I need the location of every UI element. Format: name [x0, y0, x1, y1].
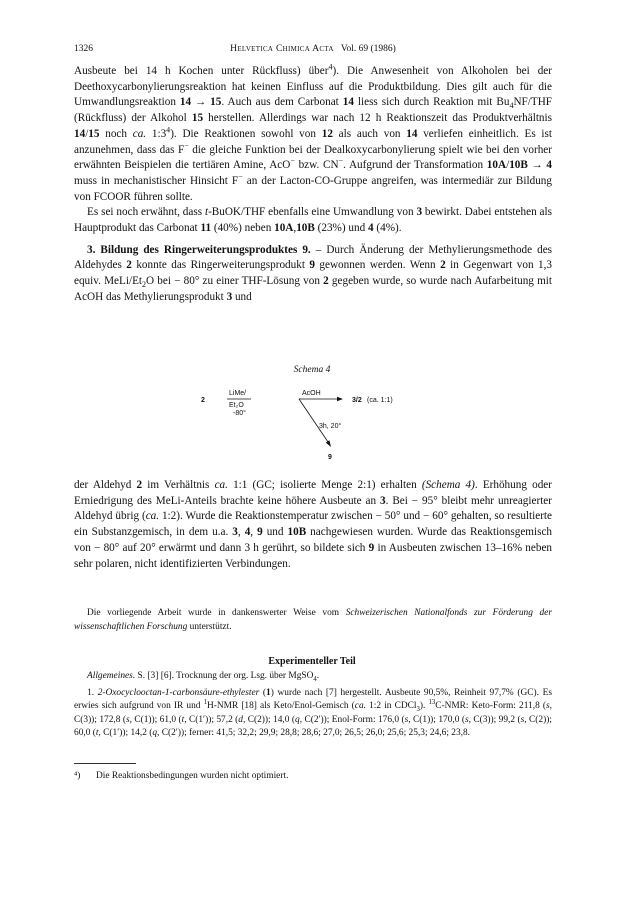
- paragraph-3: 3. Bildung des Ringerweiterungsproduktes 9. – Durch Änderung der Methylierungsmethode des Aldehydes 2 konnte das Ringerweiterungsprodukt 9 gewonnen werden. Wenn 2 in Gegenwart von 1,3 equiv. MeLi/$Et_2O$ bei − 80° zu einer THF-Lösung von 2 gegeben wurde, so wurde nach Aufarbeitung mit AcOH das Methylierungsprodukt 3 und: [74, 243, 553, 303]
- experimental-text: [74, 670, 552, 741]
- journal-volume: Vol. 69 (1986): [340, 44, 396, 54]
- acknowledgement: [74, 607, 552, 634]
- scheme-diagonal-arrowhead: [326, 440, 331, 447]
- body-text-bottom: [74, 478, 552, 572]
- paragraph-4: der Aldehyd 2 im Verhältnis ca. 1:1 (GC; isolierte Menge 2:1) erhalten (Schema 4). Erhöhung oder Erniedrigung des MeLi-Anteils brachte keine höhere Ausbeute an 3. Bei − 95° bleibt mehr unreagierter Aldehyd übrig (ca. 1:2). Wurde die Reaktionstemperatur zwischen − 50° und − 60° gehalten, so resultierte ein Substanzgemisch, in dem u.a. 3, 4, 9 und 10B nachgewiesen wurden. Wurde das Reaktionsgemisch von − 80° auf 20° erwärmt und dann 3 h gerührt, so bildete sich 9 in Ausbeuten zwischen 13–16% neben sehr polaren, nicht identifizierten Verbindungen.: [74, 479, 553, 570]
- journal-name: Helvetica Chimica Acta: [230, 44, 334, 54]
- ack-pre: Die vorliegende Arbeit wurde in dankenswerter Weise vom: [87, 608, 346, 618]
- running-header: [74, 44, 552, 58]
- paragraph-2: Es sei noch erwähnt, dass t-BuOK/THF ebenfalls eine Umwandlung von 3 bewirkt. Dabei entstehen als Hauptprodukt das Carbonat 11 (40%) neben 10A,10B (23%) und 4 (4%).: [74, 206, 552, 235]
- footnote-text: Die Reaktionsbedingungen wurden nicht optimiert.: [96, 771, 289, 781]
- scheme-diagonal-label: 3h, 20°: [319, 423, 342, 430]
- section-title: Experimenteller Teil: [268, 656, 356, 667]
- scheme-solvent: Et₂O: [229, 402, 244, 409]
- ack-fund: Schweizerischen Nationalfonds zur Förderung der wissenschaftlichen Forschung: [74, 608, 552, 632]
- footnote-mark: ⁴): [74, 771, 81, 781]
- scheme-temperature: -80°: [233, 410, 246, 417]
- ack-post: unterstützt.: [187, 621, 232, 632]
- experimental-compound-1: 1. 2-Oxocyclooctan-1-carbonsäure-ethylester (1) wurde nach [7] hergestellt. Ausbeute 90,5%, Reinheit 97,7% (GC). Es erwies sich aufgrund von IR und $^1$H-NMR [18] als Keto/Enol-Gemisch (ca. 1:2 in CDCl$_3$). $^{13}$C-NMR: Keto-Form: 211,8 (s, C(3)); 172,8 (s, C(1)); 61,0 (t, C(1′)); 57,2 (d, C(2)); 14,0 (q, C(2′)); Enol-Form: 176,0 (s, C(1)); 170,0 (s, C(3)); 99,2 (s, C(2)); 60,0 (t, C(1′)); 14,2 (q, C(2′)); ferner: 41,5; 32,2; 29,9; 28,8; 28,6; 27,0; 26,5; 26,0; 25,6; 25,3; 24,6; 23,8.: [74, 687, 553, 739]
- footnote-rule: [74, 763, 136, 764]
- footnote: [74, 771, 552, 781]
- scheme-arrow-label: AcOH: [302, 390, 321, 397]
- body-text-top: [74, 64, 552, 306]
- experimental-general: Allgemeines. S. [3] [6]. Trocknung der org. Lsg. über MgSO$_4$.: [87, 671, 320, 683]
- scheme-diagonal-arrow: [299, 399, 328, 442]
- scheme-ratio-note: (ca. 1:1): [367, 397, 393, 404]
- schema-title: Schema 4: [293, 365, 331, 375]
- scheme-product-9: 9: [328, 454, 332, 461]
- scheme-reagent: LiMe/: [229, 390, 247, 397]
- paragraph-1: Ausbeute bei 14 h Kochen unter Rückfluss) über$^4$). Die Anwesenheit von Alkoholen bei der Deethoxycarbonylierungsreaktion hat keinen Einfluss auf die Produktbildung. Dies gilt auch für die Umwandlungsreaktion 14 → 15. Auch aus dem Carbonat 14 liess sich durch Reaktion mit $Bu_4NF$/THF (Rückfluss) der Alkohol 15 herstellen. Allerdings war nach 12 h Reaktionszeit das Produktverhältnis 14/15 noch ca. $1:3^4$). Die Reaktionen sowohl von 12 als auch von 14 verliefen einheitlich. Es ist anzunehmen, dass das F− die gleiche Funktion bei der Dealkoxycarbonylierung spielt wie bei den vorher erwähnten Beispielen die tertiären Amine, AcO− bzw. CN−. Aufgrund der Transformation 10A/10B → 4 muss in mechanistischer Hinsicht F− an der Lacton-CO-Gruppe angreifen, was intermediär zur Bildung von FCOOR führen sollte.: [74, 62, 553, 203]
- scheme-arrowhead: [337, 397, 343, 401]
- journal-header: [74, 44, 552, 54]
- page-number: 1326: [74, 44, 93, 54]
- scheme-start-compound: 2: [201, 397, 205, 404]
- scheme-product-ratio: 3/2: [352, 397, 362, 404]
- reaction-scheme: [195, 384, 435, 462]
